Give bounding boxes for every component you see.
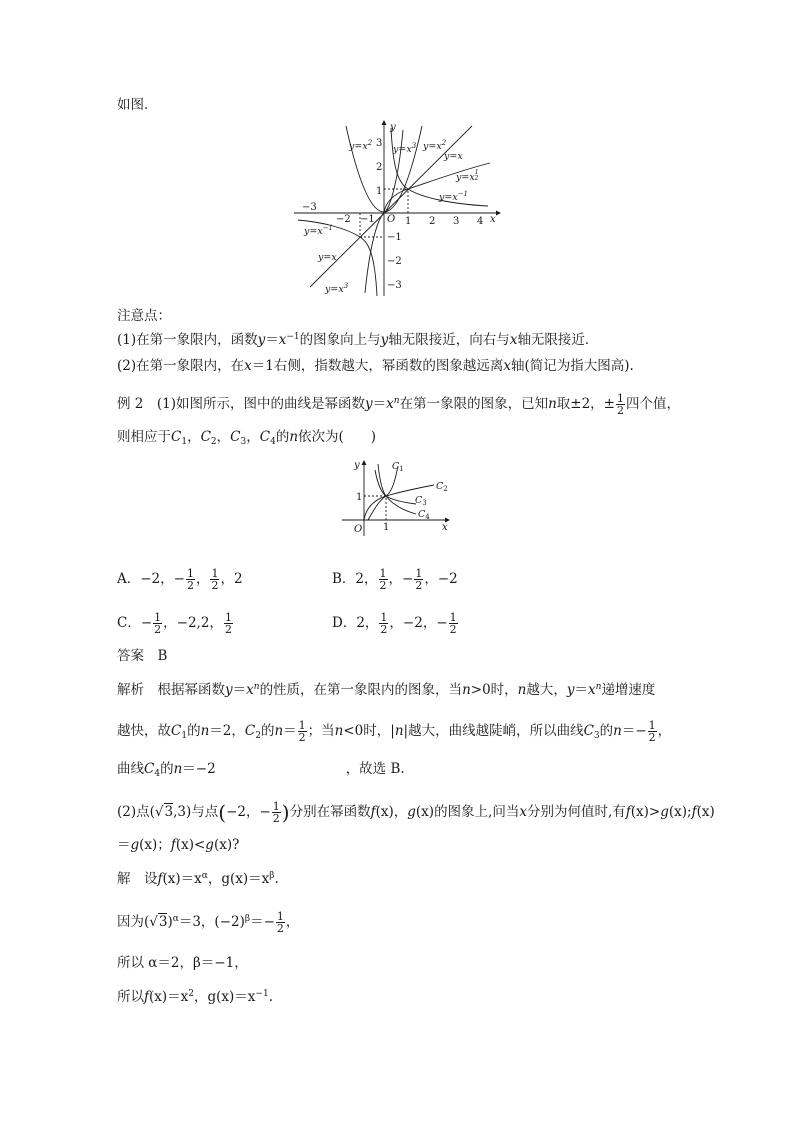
- y-axis-label: y: [390, 122, 396, 133]
- label-c1: $C_1$: [392, 461, 404, 473]
- x-axis-label: x: [490, 214, 496, 225]
- origin-label: O: [387, 214, 396, 225]
- tick-x-1: 1: [405, 216, 412, 227]
- example2-question1-line2: 则相应于$C_1$，$C_2$，$C_3$，$C_4$的n依次为( ): [117, 429, 377, 447]
- example2-graph: [338, 456, 454, 540]
- label-c2: $C_2$: [436, 481, 448, 493]
- graph2-x-label: x: [442, 522, 448, 533]
- tick-x-4: 4: [477, 216, 484, 227]
- tick-y-neg3: −3: [387, 280, 402, 291]
- tick-y-2: 2: [376, 162, 383, 173]
- answer: 答案 B: [117, 648, 168, 664]
- tick-x-neg3: −3: [302, 202, 317, 213]
- label-x-inverse-left: $y=x^{-1}$: [304, 224, 334, 237]
- label-x-squared-right: $y=x^2$: [423, 139, 447, 152]
- option-d[interactable]: D．2， $\frac{1}{2}$ ，−2，− $\frac{1}{2}$: [332, 611, 457, 636]
- label-x: y=x: [444, 151, 463, 162]
- label-x-inverse-right: $y=x^{-1}$: [439, 190, 469, 203]
- label-x-squared: $y=x^2$: [349, 139, 373, 152]
- solution-line-4: 所以$f(x)=x^2$，$g(x)=x^{-1}$.: [117, 989, 273, 1005]
- tick-y-1: 1: [376, 186, 383, 197]
- tick-x-2: 2: [429, 216, 436, 227]
- power-function-graph: [292, 118, 504, 298]
- analysis-line-3: 曲线$C_4$的n＝−2 ，故选 B.: [117, 761, 405, 779]
- analysis-line-1: 解析 根据幂函数$y=x^n$的性质，在第一象限内的图象，当n>0时，n越大，$y=x^n$递增速度: [117, 682, 656, 698]
- analysis-line-2: 越快，故$C_1$的n＝2，$C_2$的n＝ $\frac{1}{2}$ ；当n<0时，|n|越大，曲线越陡峭，所以曲线$C_3$的n＝− $\frac{1}{2}$ ，: [117, 719, 672, 744]
- option-b[interactable]: B．2， $\frac{1}{2}$ ，− $\frac{1}{2}$ ，−2: [332, 567, 458, 592]
- graph2-y-label: y: [354, 460, 360, 471]
- option-a[interactable]: A．−2，− $\frac{1}{2}$ ， $\frac{1}{2}$ ，2: [117, 567, 243, 592]
- label-x-half: $y=x^1$ 2: [456, 169, 479, 183]
- note-1: (1)在第一象限内，函数$y=x^{-1}$的图象向上与y轴无限接近，向右与x轴无限接近．: [117, 332, 599, 348]
- label-c3: $C_3$: [415, 495, 427, 507]
- solution-line-3: 所以 α＝2，β＝−1，: [117, 955, 248, 971]
- tick-x-3: 3: [453, 216, 460, 227]
- option-c[interactable]: C．− $\frac{1}{2}$ ，−2,2， $\frac{1}{2}$: [117, 611, 232, 636]
- graph2-tick-x-1: 1: [383, 522, 390, 533]
- solution-line-1: 解 设$f(x)=x^\alpha$，$g(x)=x^\beta$.: [117, 871, 279, 887]
- tick-y-neg2: −2: [387, 256, 402, 267]
- example2-question1: 例 2 (1)如图所示，图中的曲线是幂函数$y=x^n$在第一象限的图象，已知n取±2，± $\frac{1}{2}$ 四个值，: [117, 392, 680, 417]
- intro-text: 如图．: [117, 97, 158, 113]
- tick-y-neg1: −1: [387, 232, 402, 243]
- label-x-cubed: $y=x^3$: [393, 142, 417, 155]
- label-x-bottom: y=x: [318, 252, 337, 263]
- note-2: (2)在第一象限内，在x＝1右侧，指数越大，幂函数的图象越远离x轴(简记为指大图高).: [117, 358, 634, 374]
- y-axis-arrow: [382, 120, 387, 125]
- notes-title: 注意点：: [117, 308, 171, 324]
- graph2-origin: O: [354, 524, 363, 535]
- label-c4: $C_4$: [418, 509, 430, 521]
- tick-x-neg2: −2: [336, 214, 351, 225]
- x-axis-arrow: [496, 211, 501, 216]
- graph2-tick-y-1: 1: [356, 492, 363, 503]
- tick-y-3: 3: [376, 138, 383, 149]
- tick-x-neg1: −1: [360, 214, 375, 225]
- question2-line-2: ＝g(x)；f(x)<g(x)?: [117, 837, 240, 853]
- question2-line-1: (2)点(√3,3)与点(−2，− $\frac{1}{2}$ )分别在幂函数f(x)，g(x)的图象上,问当x分别为何值时,有f(x)>g(x);f(x): [117, 800, 715, 825]
- solution-line-2: 因为$(√3)^\alpha=3$，$(-2)^\beta=-$ $\frac{1}{2}$ ，: [117, 910, 300, 935]
- label-x-cubed-bottom: $y=x^3$: [325, 282, 349, 295]
